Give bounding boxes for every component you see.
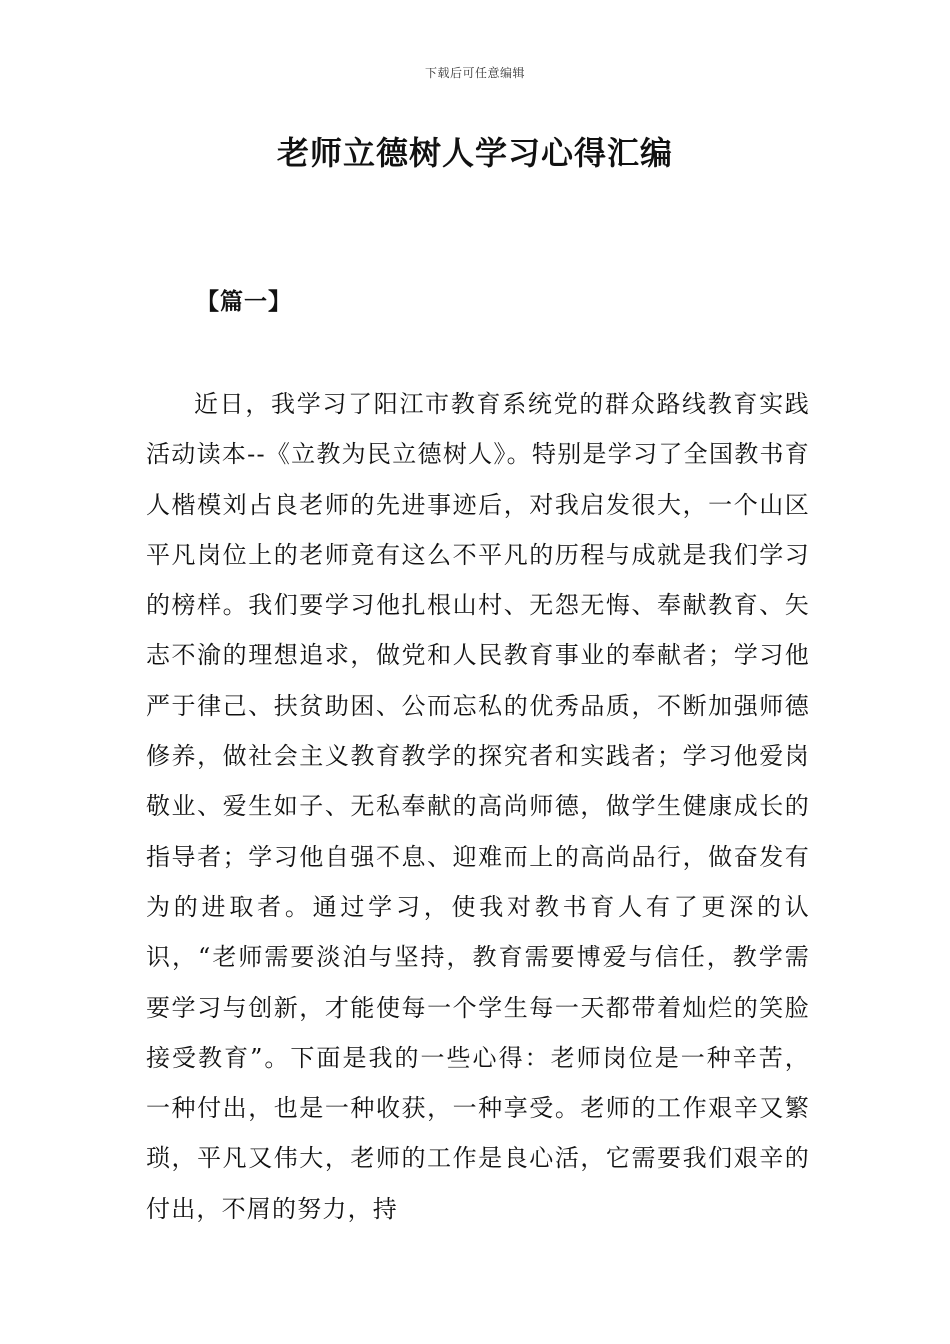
header-note: 下载后可任意编辑 xyxy=(424,66,525,80)
document-title: 老师立德树人学习心得汇编 xyxy=(276,134,673,172)
body-paragraph: 近日，我学习了阳江市教育系统党的群众路线教育实践活动读本--《立教为民立德树人》。特别是学习了全国教书育人楷模刘占良老师的先进事迹后，对我启发很大，一个山区平凡岗位上的老师竟有这么不平凡的历程与成就是我们学习的榜样。我们要学习他扎根山村、无怨无悔、奉献教育、矢志不渝的理想追求，做党和人民教育事业的奉献者；学习他严于律己、扶贫助困、公而忘私的优秀品质，不断加强师德修养，做社会主义教育教学的探究者和实践者；学习他爱岗敬业、爱生如子、无私奉献的高尚师德，做学生健康成长的指导者；学习他自强不息、迎难而上的高尚品行，做奋发有为的进取者。通过学习，使我对教书育人有了更深的认识，“老师需要淡泊与坚持，教育需要博爱与信任，教学需要学习与创新，才能使每一个学生每一天都带着灿烂的笑脸接受教育”。下面是我的一些心得：老师岗位是一种辛苦，一种付出，也是一种收获，一种享受。老师的工作艰辛又繁琐，平凡又伟大，老师的工作是良心活，它需要我们艰辛的付出，不屑的努力，持 xyxy=(146,390,810,1223)
section-label: 【篇一】 xyxy=(196,289,292,315)
